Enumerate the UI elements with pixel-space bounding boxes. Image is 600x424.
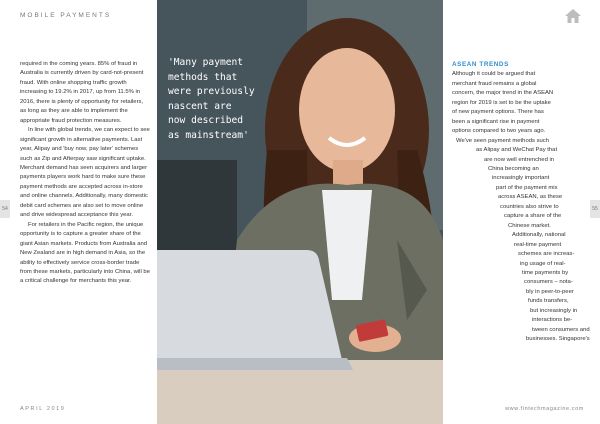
right-text-line: as Alipay and WeChat Pay that	[476, 147, 558, 154]
right-text-line: Chinese market.	[508, 222, 551, 229]
right-text-line: across ASEAN, as these	[498, 194, 563, 201]
right-text-line: tween consumers and	[532, 326, 590, 333]
section-header: MOBILE PAYMENTS	[20, 12, 112, 19]
right-text-line: options compared to two years ago.	[452, 128, 546, 135]
right-text-line: businesses. Singapore's	[526, 336, 590, 343]
right-text-line: bly in peer-to-peer	[526, 288, 574, 295]
right-text-line: region for 2019 is set to be the uptake	[452, 99, 551, 106]
right-text-line: time payments by	[522, 269, 569, 276]
right-text-line: funds transfers,	[528, 298, 569, 305]
right-text-line: of new payment options. There has	[452, 109, 544, 116]
right-text-line: been a significant rise in payment	[452, 118, 540, 125]
right-text-line: consumers – nota-	[524, 279, 573, 286]
left-article-column	[20, 60, 150, 287]
right-text-line: ing usage of real-	[520, 260, 566, 267]
left-paragraph-2: In line with global trends, we can expect to see significant growth in alternative payments. Last year, Alipay and 'buy now, pay later' schemes such as Zip and Afterpay saw significant uptake. Merchant demand has seen acquirers and larger payments players work hard to make sure these payment methods are accepted across in-store and online channels. Additionally, many domestic debit card schemes are also set to move online and drive widespread acceptance this year.	[20, 127, 150, 219]
right-text-line: real-time payment	[514, 241, 562, 248]
right-text-line: Although it could be argued that	[452, 71, 536, 78]
right-text-line: schemes are increas-	[518, 251, 575, 258]
right-article-column	[452, 60, 590, 345]
page-number-left: 54	[0, 200, 10, 218]
pull-quote: 'Many payment methods that were previously nascent are now described as mainstream'	[168, 57, 255, 141]
left-paragraph-3: For retailers in the Pacific region, the unique opportunity is to capture a greater share of the giant Asian markets. Products from Australia and New Zealand are in high demand in Asia, so the ability to effectively service cross-border trade from these markets, particularly into China, will be a critical challenge for merchants this year.	[20, 221, 150, 285]
right-text-line: capture a share of the	[504, 213, 562, 220]
page-number-right: 55	[590, 200, 600, 218]
right-text-line: countries also strive to	[500, 203, 559, 210]
right-text-line: interactions be-	[532, 317, 573, 324]
right-text-line: concern, the major trend in the ASEAN	[452, 90, 554, 97]
right-text-line: are now well entrenched in	[484, 156, 555, 163]
section-heading: ASEAN TRENDS	[452, 61, 509, 68]
right-text-line: China becoming an	[488, 165, 539, 172]
issue-date: APRIL 2019	[20, 406, 66, 412]
left-paragraph-1: required in the coming years. 85% of fraud in Australia is currently driven by card-not-present fraud. With online shopping traffic growth increasing to 19.2% in 2017, up from 11.5% in 2016, there is plenty of opportunity for retailers, as long as they are able to implement the appropriate fraud protection measures.	[20, 61, 144, 124]
right-text-line: Additionally, national	[512, 232, 566, 239]
right-text-line: merchant fraud remains a global	[452, 80, 537, 87]
home-icon[interactable]	[564, 8, 582, 24]
right-text-line: but increasingly in	[530, 307, 578, 314]
right-paragraph	[452, 70, 590, 344]
right-text-line: We've seen payment methods such	[456, 137, 550, 144]
right-text-line: increasingly important	[492, 175, 550, 182]
website-url[interactable]: www.fintechmagazine.com	[505, 406, 584, 412]
right-text-line: part of the payment mix	[496, 184, 558, 191]
